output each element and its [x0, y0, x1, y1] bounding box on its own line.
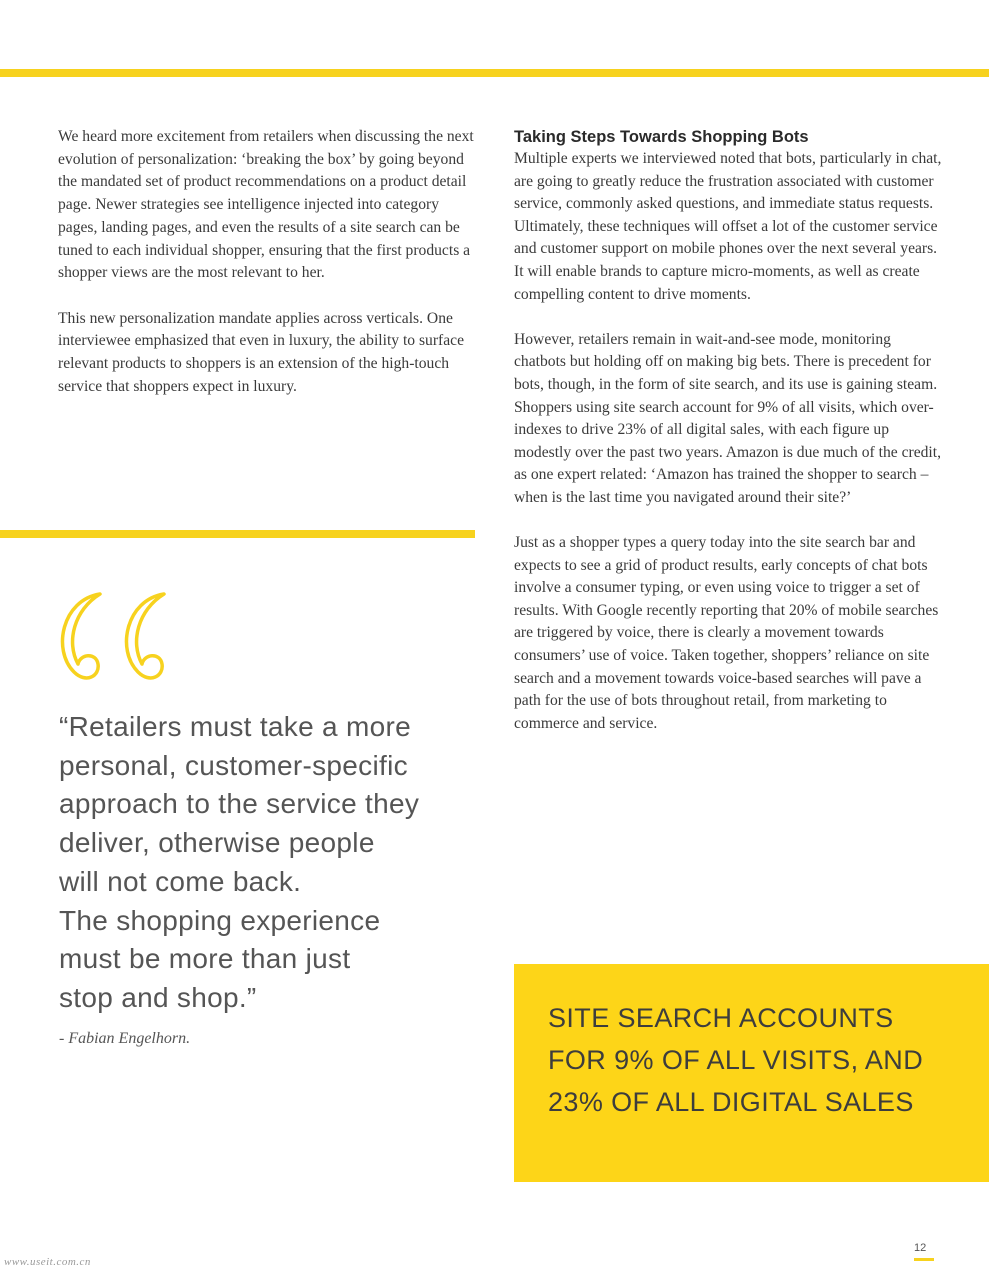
- stat-callout-box: [514, 964, 989, 1182]
- quote-divider-rule: [0, 530, 475, 538]
- pull-quote: [59, 708, 479, 1018]
- watermark: www.useit.com.cn: [4, 1256, 91, 1268]
- callout-line: SITE SEARCH ACCOUNTS: [548, 1003, 894, 1033]
- pull-quote-line: deliver, otherwise people: [59, 827, 375, 859]
- pull-quote-line: personal, customer-specific: [59, 749, 408, 781]
- top-accent-rule: [0, 69, 989, 77]
- left-column: [58, 126, 478, 421]
- section-heading: Taking Steps Towards Shopping Bots: [514, 128, 809, 146]
- pull-quote-line: will not come back.: [59, 865, 302, 897]
- right-column: [514, 126, 944, 758]
- callout-line: 23% OF ALL DIGITAL SALES: [548, 1087, 914, 1117]
- pull-quote-line: “Retailers must take a more: [59, 711, 411, 742]
- pull-quote-line: must be more than just: [59, 943, 351, 975]
- callout-line: FOR 9% OF ALL VISITS, AND: [548, 1045, 924, 1075]
- page-number-underline: [914, 1258, 934, 1261]
- page-number: 12: [914, 1242, 927, 1254]
- pull-quote-line: approach to the service they: [59, 788, 420, 820]
- pull-quote-line: The shopping experience: [59, 904, 381, 936]
- right-paragraph-1: Multiple experts we interviewed noted that bots, particularly in chat, are going to greatly reduce the frustration associated with customer service, commonly asked questions, and immediate status requests. Ultimately, these techniques will offset a lot of the customer service and customer support on mobile phones over the next several years. It will enable brands to capture micro-moments, as well as create compelling content to drive moments.: [514, 150, 942, 303]
- quote-author: - Fabian Engelhorn.: [59, 1030, 191, 1047]
- callout-text: [548, 997, 968, 1123]
- pull-quote-line: stop and shop.”: [59, 981, 257, 1013]
- quote-marks-icon: [52, 590, 172, 685]
- right-paragraph-3: Just as a shopper types a query today into the site search bar and expects to see a grid of product results, early concepts of chat bots involve a consumer typing, or even using voice to trigger a set of results. With Google recently reporting that 20% of mobile searches are triggered by voice, there is clearly a movement towards consumers’ use of voice. Taken together, shoppers’ reliance on site search and a movement towards voice-based searches will pave a path for the use of bots throughout retail, from marketing to commerce and service.: [514, 534, 939, 732]
- left-paragraph-2: This new personalization mandate applies across verticals. One interviewee emphasized that even in luxury, the ability to surface relevant products to shoppers is an extension of the high-touch service that shoppers expect in luxury.: [58, 309, 465, 395]
- left-paragraph-1: We heard more excitement from retailers when discussing the next evolution of personalization: ‘breaking the box’ by going beyond the mandated set of product recommendations on a product detail page. Newer strategies see intelligence injected into category pages, landing pages, and even the results of a site search can be tuned to each individual shopper, ensuring that the first products a shopper views are the most relevant to her.: [58, 128, 474, 282]
- right-paragraph-2: However, retailers remain in wait-and-see mode, monitoring chatbots but holding off on making big bets. There is precedent for bots, though, in the form of site search, and its use is gaining steam. Shoppers using site search account for 9% of all visits, which over-indexes to drive 23% of all digital sales, with each figure up modestly over the past two years. Amazon is due much of the credit, as one expert related: ‘Amazon has trained the shopper to search – when is the last time you navigated around their site?’: [514, 330, 941, 506]
